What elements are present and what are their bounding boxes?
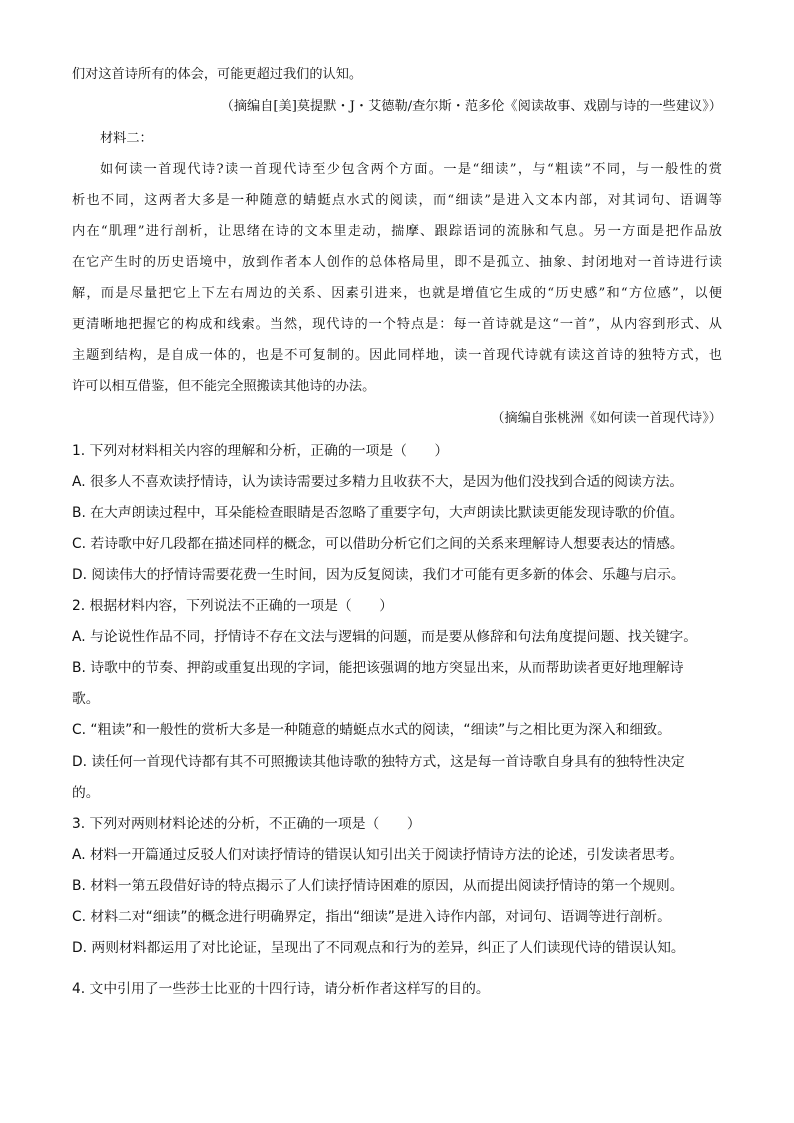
material1-tail: 们对这首诗所有的体会，可能更超过我们的认知。 [72, 67, 363, 82]
material2-line: 更清晰地把握它的构成和线索。当然，现代诗的一个特点是：每一首诗就是这“一首”，从内容到形式、从 [72, 317, 722, 332]
question-2-option-a: A. 与论说性作品不同，抒情诗不存在文法与逻辑的问题，而是要从修辞和句法角度提问题、找关键字。 [72, 629, 698, 645]
material2-line: 主题到结构，是自成一体的，也是不可复制的。因此同样地，读一首现代诗就有读这首诗的独特方式，也 [72, 348, 722, 363]
question-1-option-a: A. 很多人不喜欢读抒情诗，认为读诗需要过多精力且收获不大，是因为他们没找到合适的阅读方法。 [72, 474, 684, 490]
material2-line: 如何读一首现代诗?读一首现代诗至少包含两个方面。一是“细读”，与“粗读”不同，与一般性的赏 [100, 162, 722, 177]
material2-heading: 材料二： [100, 131, 153, 146]
question-2-option-d: D. 读任何一首现代诗都有其不可照搬读其他诗歌的独特方式，这是每一首诗歌自身具有的独特性决定 [72, 754, 685, 770]
question-2-option-b: B. 诗歌中的节奏、押韵或重复出现的字词，能把该强调的地方突显出来，从而帮助读者更好地理解诗 [72, 660, 684, 676]
question-1-option-b: B. 在大声朗读过程中，耳朵能检查眼睛是否忽略了重要字句，大声朗读比默读更能发现诗歌的价值。 [72, 505, 684, 521]
question-3-stem: 3. 下列对两则材料论述的分析，不正确的一项是（ ） [72, 816, 421, 832]
material2-line: 许可以相互借鉴，但不能完全照搬读其他诗的办法。 [72, 379, 376, 394]
question-2-stem: 2. 根据材料内容，下列说法不正确的一项是（ ） [72, 598, 394, 614]
question-3-option-b: B. 材料一第五段借好诗的特点揭示了人们读抒情诗困难的原因，从而提出阅读抒情诗的第一个规则。 [72, 878, 684, 894]
question-1-stem: 1. 下列对材料相关内容的理解和分析，正确的一项是（ ） [72, 443, 449, 459]
material2-line: 解，而是尽量把它上下左右周边的关系、因素引进来，也就是增值它生成的“历史感”和“方位感”，以便 [72, 286, 722, 301]
material2-line: 在它产生时的历史语境中，放到作者本人创作的总体格局里，即不是孤立、抽象、封闭地对一首诗进行读 [72, 255, 722, 270]
question-3-option-d: D. 两则材料都运用了对比论证，呈现出了不同观点和行为的差异，纠正了人们读现代诗的错误认知。 [72, 940, 685, 956]
material2-line: 内在“肌理”进行剖析，让思绪在诗的文本里走动，揣摩、跟踪语词的流脉和气息。另一方面是把作品放 [72, 224, 722, 239]
material2-line: 析也不同，这两者大多是一种随意的蜻蜓点水式的阅读，而“细读”是进入文本内部，对其词句、语调等 [72, 193, 722, 208]
question-1-option-d: D. 阅读伟大的抒情诗需要花费一生时间，因为反复阅读，我们才可能有更多新的体会、乐趣与启示。 [72, 567, 685, 583]
question-3-option-c: C. 材料二对“细读”的概念进行明确界定，指出“细读”是进入诗作内部，对词句、语调等进行剖析。 [72, 909, 671, 925]
question-3-option-a: A. 材料一开篇通过反驳人们对读抒情诗的错误认知引出关于阅读抒情诗方法的论述，引发读者思考。 [72, 847, 684, 863]
material1-source: （摘编自[美]莫提默・J・艾德勒/查尔斯・范多伦《阅读故事、戏剧与诗的一些建议》） [220, 99, 722, 114]
material2-source: （摘编自张桃洲《如何读一首现代诗》） [491, 411, 722, 426]
question-4-stem: 4. 文中引用了一些莎士比亚的十四行诗，请分析作者这样写的目的。 [72, 981, 490, 997]
question-2-option-d-cont: 的。 [72, 785, 100, 801]
question-2-option-c: C. “粗读”和一般性的赏析大多是一种随意的蜻蜓点水式的阅读，“细读”与之相比更为深入和细致。 [72, 722, 671, 738]
question-2-option-b-cont: 歌。 [72, 691, 100, 707]
question-1-option-c: C. 若诗歌中好几段都在描述同样的概念，可以借助分析它们之间的关系来理解诗人想要表达的情感。 [72, 536, 684, 552]
